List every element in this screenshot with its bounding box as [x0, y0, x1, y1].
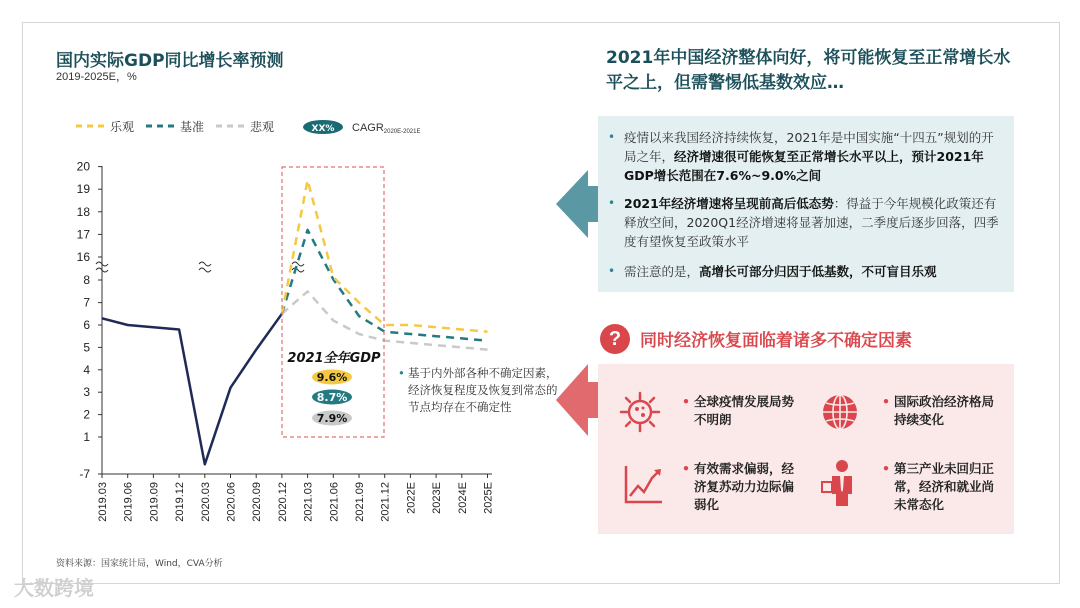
- bullet-dot: •: [882, 394, 890, 409]
- x-tick-label: 2020.12: [276, 482, 289, 522]
- source-note: 资料来源：国家统计局，Wind，CVA分析: [56, 559, 223, 569]
- series-optimistic-line: [282, 180, 488, 332]
- right-title: 2021年中国经济整体向好，将可能恢复至正常增长水平之上，但需警惕低基数效应…: [606, 48, 1011, 93]
- arrow-left-green: [556, 170, 588, 238]
- x-tick-label: 2024E: [456, 482, 469, 514]
- bullet-dot: •: [882, 461, 890, 476]
- y-tick-label: 17: [76, 227, 90, 242]
- legend-optimistic-label: 乐观: [110, 120, 135, 134]
- factor-geopolitics: [882, 393, 1004, 429]
- series-actual-line: [102, 314, 282, 465]
- factor-tertiary: [882, 460, 1006, 514]
- y-tick-label: -7: [79, 467, 90, 481]
- x-tick-label: 2021.12: [379, 482, 392, 522]
- y-tick-label: 16: [76, 250, 90, 264]
- bullet-2: [608, 194, 1004, 251]
- uncertainty-title: 同时经济恢复面临着诸多不确定因素: [640, 331, 912, 351]
- x-tick-label: 2021.09: [354, 482, 366, 522]
- bullet-dot: •: [608, 130, 616, 144]
- series-baseline-line: [282, 230, 488, 341]
- series-pessimistic-line: [282, 291, 488, 349]
- arrow-left-green-tail: [586, 186, 598, 222]
- x-tick-label: 2019.06: [122, 482, 135, 522]
- legend-pessimistic-label: 悲观: [250, 120, 275, 134]
- gdp-pessimistic-value: 7.9%: [316, 412, 348, 425]
- y-tick-label: 7: [83, 295, 90, 310]
- x-tick-label: 2019.12: [174, 482, 187, 522]
- x-tick-label: 2019.09: [148, 482, 161, 522]
- arrow-left-red: [556, 364, 588, 436]
- chart-trend-icon: [618, 460, 666, 508]
- x-tick-label: 2025E: [482, 482, 495, 514]
- bullet-dot: •: [398, 366, 405, 380]
- y-tick-label: 1: [83, 430, 90, 444]
- x-tick-label: 2020.06: [225, 482, 238, 522]
- y-tick-label: 2: [83, 407, 90, 422]
- x-tick-label: 2021.06: [328, 482, 341, 522]
- virus-icon: [618, 390, 662, 434]
- factor-demand: [682, 460, 806, 514]
- bullet-dot: •: [608, 264, 616, 278]
- axis-break-mark: [292, 262, 304, 266]
- gdp-label-title: 2021全年GDP: [287, 351, 381, 366]
- cagr-badge-text: XX%: [311, 124, 335, 134]
- cagr-label: CAGR2020E-2021E: [352, 122, 421, 135]
- factor-tertiary-text: 第三产业未回归正常，经济和就业尚未常态化: [894, 461, 995, 512]
- x-tick-label: 2019.03: [97, 482, 109, 522]
- gdp-chart: [0, 0, 560, 560]
- factor-epidemic: [682, 393, 804, 429]
- x-tick-label: 2021.03: [302, 482, 315, 522]
- chart-subtitle: 2019-2025E，%: [56, 71, 137, 83]
- x-tick-label: 2020.09: [251, 482, 264, 522]
- chart-note: [398, 365, 558, 416]
- x-tick-label: 2020.03: [199, 482, 212, 522]
- globe-icon: [818, 390, 862, 434]
- y-tick-label: 18: [76, 204, 90, 219]
- gdp-optimistic-value: 9.6%: [316, 371, 348, 384]
- bullet-dot: •: [608, 196, 616, 210]
- factor-demand-text: 有效需求偏弱，经济复苏动力边际偏弱化: [694, 461, 795, 512]
- bullet-3-bold: 高增长可部分归因于低基数，不可盲目乐观: [699, 264, 937, 279]
- y-tick-label: 5: [83, 340, 90, 355]
- bullet-dot: •: [682, 394, 690, 409]
- bullet-1: [608, 128, 1004, 185]
- axis-break-mark: [199, 262, 211, 266]
- bullet-1-bold: 经济增速很可能恢复至正常增长水平以上，预计2021年GDP增长范围在7.6%~9.0%之间: [624, 149, 984, 183]
- factor-epidemic-text: 全球疫情发展局势不明朗: [694, 394, 795, 427]
- bullet-dot: •: [682, 461, 690, 476]
- question-icon: ?: [600, 324, 630, 354]
- bullet-2-text: ：得益于今年规模化政策还有释放空间，2020Q1经济增速将显著加速，二季度后逐步回落，四季度有望恢复至政策水平: [624, 196, 999, 249]
- legend-baseline-label: 基准: [180, 120, 205, 134]
- bullet-1-text: 疫情以来我国经济持续恢复，2021年是中国实施“十四五”规划的开局之年，: [624, 130, 994, 164]
- y-tick-label: 4: [83, 362, 90, 377]
- watermark: 大数跨境: [14, 576, 94, 600]
- factor-geopolitics-text: 国际政治经济格局持续变化: [894, 394, 995, 427]
- bullet-3: [608, 262, 1004, 281]
- y-tick-label: 6: [83, 318, 90, 332]
- bullet-2-bold: 2021年经济增速将呈现前高后低态势: [624, 196, 834, 211]
- y-tick-label: 20: [76, 159, 90, 174]
- chart-note-text: 基于内外部各种不确定因素，经济恢复程度及恢复到常态的节点均存在不确定性: [408, 366, 558, 414]
- gdp-baseline-value: 8.7%: [316, 391, 348, 404]
- x-tick-label: 2023E: [431, 482, 444, 514]
- y-tick-label: 8: [83, 273, 90, 287]
- worker-icon: [818, 458, 862, 508]
- axis-break-mark: [199, 268, 211, 272]
- y-tick-label: 19: [76, 182, 90, 197]
- x-tick-label: 2022E: [405, 482, 418, 514]
- arrow-left-red-tail: [586, 382, 598, 418]
- legend: [76, 119, 420, 135]
- bullet-3-text: 需注意的是，: [624, 264, 700, 279]
- chart-title: 国内实际GDP同比增长率预测: [56, 51, 284, 71]
- y-tick-label: 3: [83, 385, 90, 400]
